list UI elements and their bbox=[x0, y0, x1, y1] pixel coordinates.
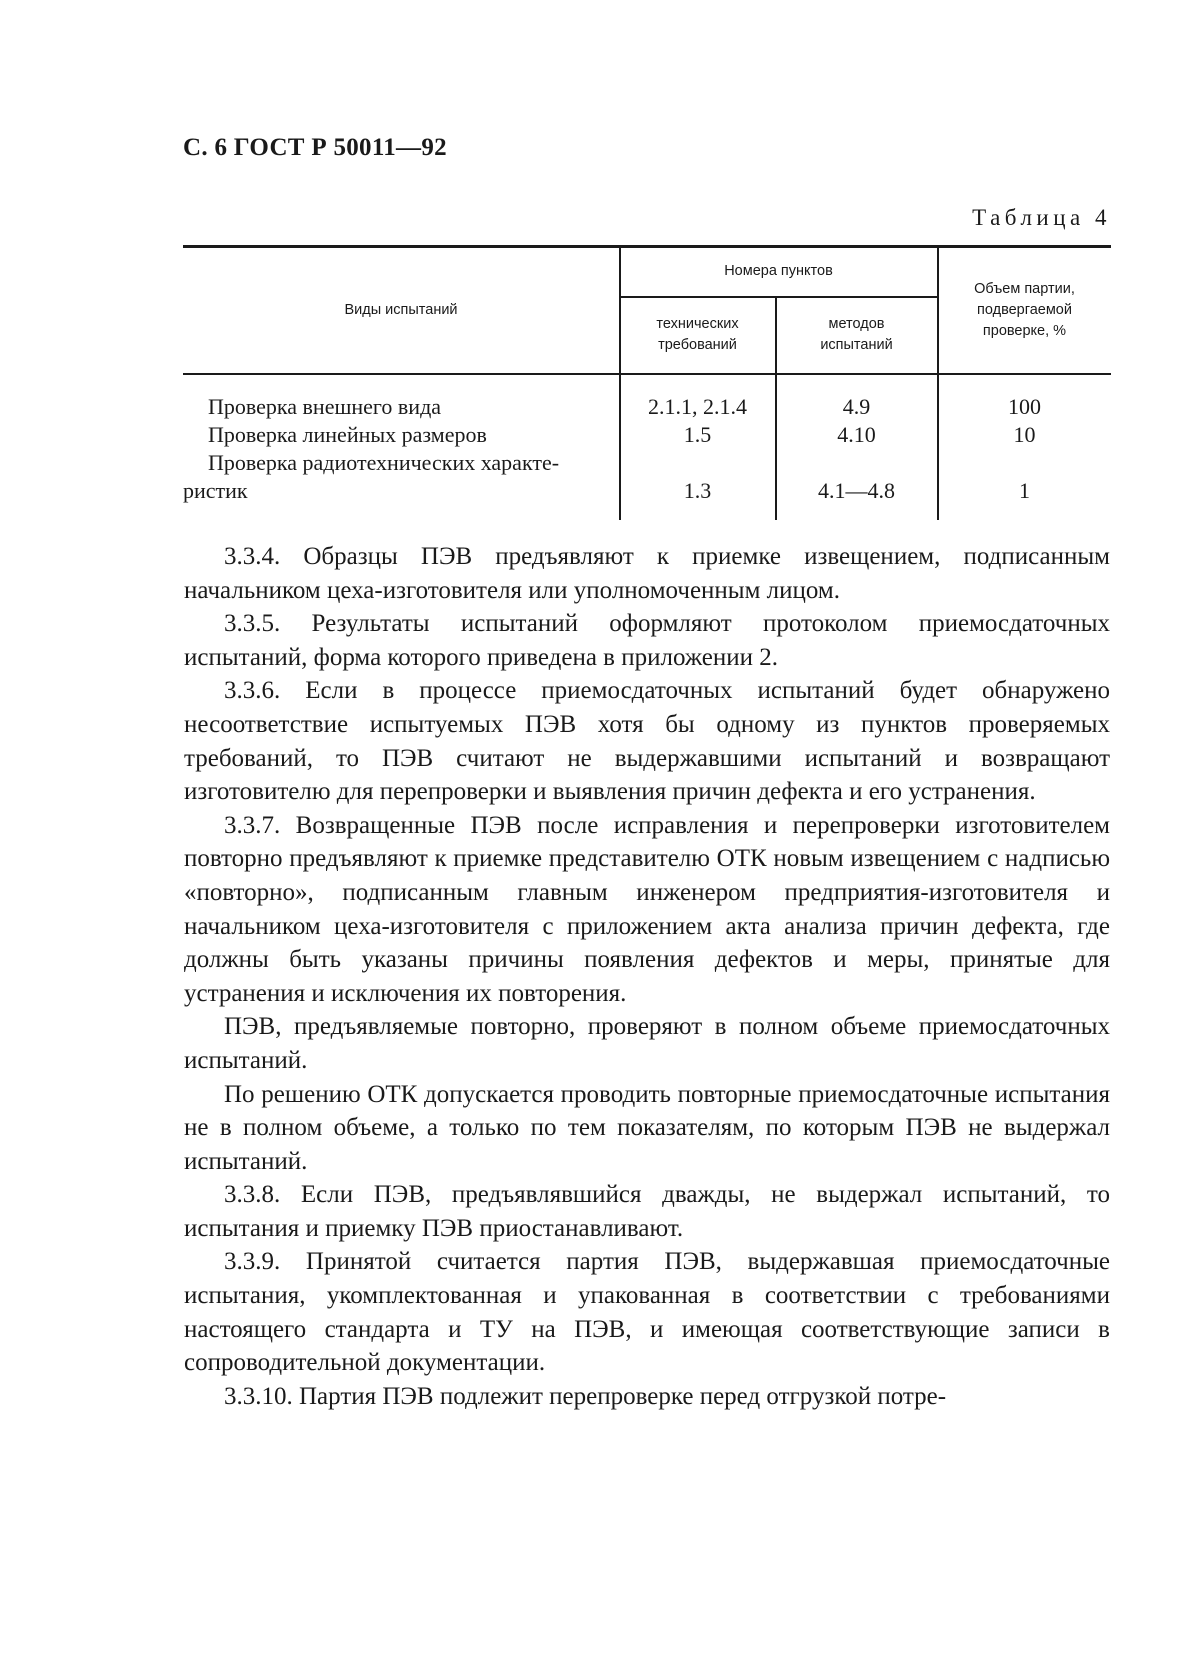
paragraph-3-3-5: 3.3.5. Результаты испытаний оформляют протоколом приемосдаточных испытаний, форма которого приведена в приложении 2. bbox=[184, 610, 1110, 671]
cell-methods: 4.10 bbox=[837, 422, 876, 447]
cell-methods: 4.1—4.8 bbox=[818, 478, 895, 503]
cell-test-name: Проверка линейных размеров bbox=[208, 422, 487, 447]
document-body bbox=[184, 540, 1110, 1413]
table-header-rule bbox=[183, 373, 1111, 375]
cell-volume: 100 bbox=[1008, 394, 1041, 419]
paragraph-3-3-4: 3.3.4. Образцы ПЭВ предъявляют к приемке извещением, подписанным начальником цеха-изготовителя или уполномоченным лицом. bbox=[184, 543, 1110, 604]
cell-tech: 2.1.1, 2.1.4 bbox=[648, 394, 747, 419]
paragraph-3-3-10: 3.3.10. Партия ПЭВ подлежит перепроверке перед отгрузкой потре- bbox=[224, 1382, 947, 1410]
paragraph-3-3-9: 3.3.9. Принятой считается партия ПЭВ, выдержавшая приемосдаточные испытания, укомплектованная и упакованная в соответствии с требованиями настоящего стандарта и ТУ на ПЭВ, и имеющая соответствующие записи в сопроводительной документации. bbox=[184, 1248, 1110, 1377]
paragraph-otk-decision: По решению ОТК допускается проводить повторные приемосдаточные испытания не в полном объеме, а только по тем показателям, по которым ПЭВ не выдержал испытаний. bbox=[184, 1080, 1110, 1175]
cell-volume: 10 bbox=[1013, 422, 1036, 447]
paragraph-3-3-8: 3.3.8. Если ПЭВ, предъявлявшийся дважды, не выдержал испытаний, то испытания и приемку ПЭВ приостанавливают. bbox=[184, 1181, 1110, 1242]
paragraph-repeat-check: ПЭВ, предъявляемые повторно, проверяют в полном объеме приемосдаточных испытаний. bbox=[184, 1013, 1110, 1074]
tests-table bbox=[183, 245, 1111, 523]
header-points-group: Номера пунктов bbox=[724, 263, 833, 280]
header-batch-volume: Объем партии, подвергаемой проверке, % bbox=[974, 280, 1075, 339]
table-caption: Таблица 4 bbox=[972, 205, 1111, 230]
cell-methods: 4.9 bbox=[842, 394, 871, 419]
paragraph-3-3-6: 3.3.6. Если в процессе приемосдаточных испытаний будет обнаружено несоответствие испытуемых ПЭВ хотя бы одному из пунктов проверяемых требований, то ПЭВ считают не выдержавшими испытаний и возвращают изготовителю для перепроверки и выявления причин дефекта и его устранения. bbox=[184, 677, 1110, 806]
header-test-methods: методов испытаний bbox=[820, 315, 893, 353]
paragraph-3-3-7: 3.3.7. Возвращенные ПЭВ после исправления и перепроверки изготовителем повторно предъявляют к приемке представителю ОТК новым извещением с надписью «повторно», подписанным главным инженером предприятия-изготовителя и начальником цеха-изготовителя с приложением акта анализа причин дефекта, где должны быть указаны причины появления дефектов и меры, принятые для устранения и исключения их повторения. bbox=[184, 811, 1110, 1007]
header-tech-requirements: технических требований bbox=[656, 315, 739, 353]
cell-test-name: Проверка радиотехнических характе-ристик bbox=[183, 450, 560, 503]
cell-tech: 1.3 bbox=[683, 478, 712, 503]
page-header: С. 6 ГОСТ Р 50011—92 bbox=[183, 134, 447, 161]
header-tests: Виды испытаний bbox=[344, 301, 458, 318]
cell-test-name: Проверка внешнего вида bbox=[208, 394, 442, 419]
cell-volume: 1 bbox=[1019, 478, 1030, 503]
cell-tech: 1.5 bbox=[683, 422, 712, 447]
